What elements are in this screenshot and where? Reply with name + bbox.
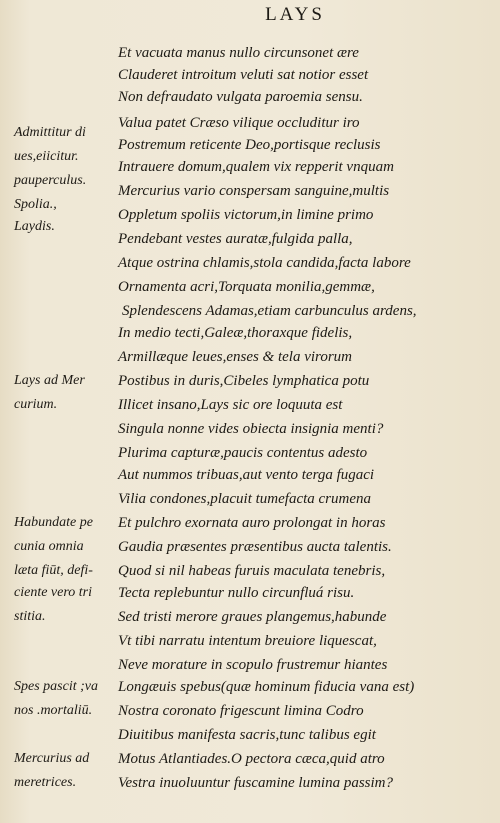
verse-line: Plurima capturæ,paucis contentus adesto: [118, 445, 368, 461]
margin-note: cunia omnia: [14, 539, 84, 554]
verse-line: Vilia condones,placuit tumefacta crumena: [118, 491, 372, 507]
margin-note: læta fiūt, defi-: [14, 563, 93, 578]
verse-line: Non defraudato vulgata paroemia sensu.: [118, 89, 363, 105]
verse-line: Et pulchro exornata auro prolongat in horas: [118, 515, 386, 531]
verse-line: Postibus in duris,Cibeles lymphatica potu: [118, 373, 370, 389]
verse-line: Valua patet Cræso vilique occluditur iro: [118, 115, 360, 131]
verse-line: Clauderet introitum veluti sat notior esset: [118, 67, 369, 83]
margin-note: Admittitur di: [14, 125, 86, 140]
verse-line: Pendebant vestes auratæ,fulgida palla,: [118, 231, 353, 247]
verse-line: Diuitibus manifesta sacris,tunc talibus egit: [118, 727, 376, 743]
margin-note: Mercurius ad: [14, 751, 90, 766]
margin-note: nos .mortaliū.: [14, 703, 93, 718]
margin-note: stitia.: [14, 609, 46, 624]
verse-line: Splendescens Adamas,etiam carbunculus ardens,: [122, 303, 417, 319]
verse-line: Postremum reticente Deo,portisque reclusis: [118, 137, 381, 153]
verse-line: Motus Atlantiades.O pectora cæca,quid atro: [118, 751, 385, 767]
margin-note: ues,eiicitur.: [14, 149, 79, 164]
margin-note: Spolia.,: [14, 197, 57, 212]
verse-line: Armillæque leues,enses & tela virorum: [118, 349, 352, 365]
verse-line: Quod si nil habeas furuis maculata tenebris,: [118, 563, 386, 579]
verse-line: Gaudia præsentes præsentibus aucta talentis.: [118, 539, 392, 555]
verse-line: Sed tristi merore graues plangemus,habunde: [118, 609, 387, 625]
margin-note: curium.: [14, 397, 58, 412]
margin-note: meretrices.: [14, 775, 77, 790]
verse-line: Illicet insano,Lays sic ore loquuta est: [118, 397, 343, 413]
margin-note: pauperculus.: [14, 173, 87, 188]
verse-line: Atque ostrina chlamis,stola candida,facta labore: [118, 255, 411, 271]
running-head: LAYS: [265, 4, 325, 25]
margin-note: Spes pascit ;va: [14, 679, 98, 694]
verse-line: Nostra coronato frigescunt limina Codro: [118, 703, 364, 719]
verse-line: Tecta replebuntur nullo circunfluá risu.: [118, 585, 355, 601]
verse-line: Neve morature in scopulo frustremur hiantes: [118, 657, 388, 673]
verse-line: Mercurius vario conspersam sanguine,multis: [118, 183, 390, 199]
verse-line: Et vacuata manus nullo circunsonet ære: [118, 45, 359, 61]
margin-note: ciente vero tri: [14, 585, 93, 600]
verse-line: Intrauere domum,qualem vix repperit vnquam: [118, 159, 394, 175]
verse-line: Vestra inuoluuntur fuscamine lumina passim?: [118, 775, 394, 791]
verse-line: Oppletum spoliis victorum,in limine primo: [118, 207, 374, 223]
verse-line: Longæuis spebus(quæ hominum fiducia vana est): [118, 679, 415, 695]
verse-line: Ornamenta acri,Torquata monilia,gemmæ,: [118, 279, 375, 295]
margin-note: Habundate pe: [14, 515, 93, 530]
verse-line: In medio tecti,Galeæ,thoraxque fidelis,: [118, 325, 353, 341]
margin-note: Laydis.: [14, 219, 55, 234]
verse-line: Aut nummos tribuas,aut vento terga fugaci: [118, 467, 375, 483]
verse-line: Singula nonne vides obiecta insignia menti?: [118, 421, 384, 437]
margin-note: Lays ad Mer: [14, 373, 85, 388]
verse-line: Vt tibi narratu intentum breuiore liquescat,: [118, 633, 377, 649]
